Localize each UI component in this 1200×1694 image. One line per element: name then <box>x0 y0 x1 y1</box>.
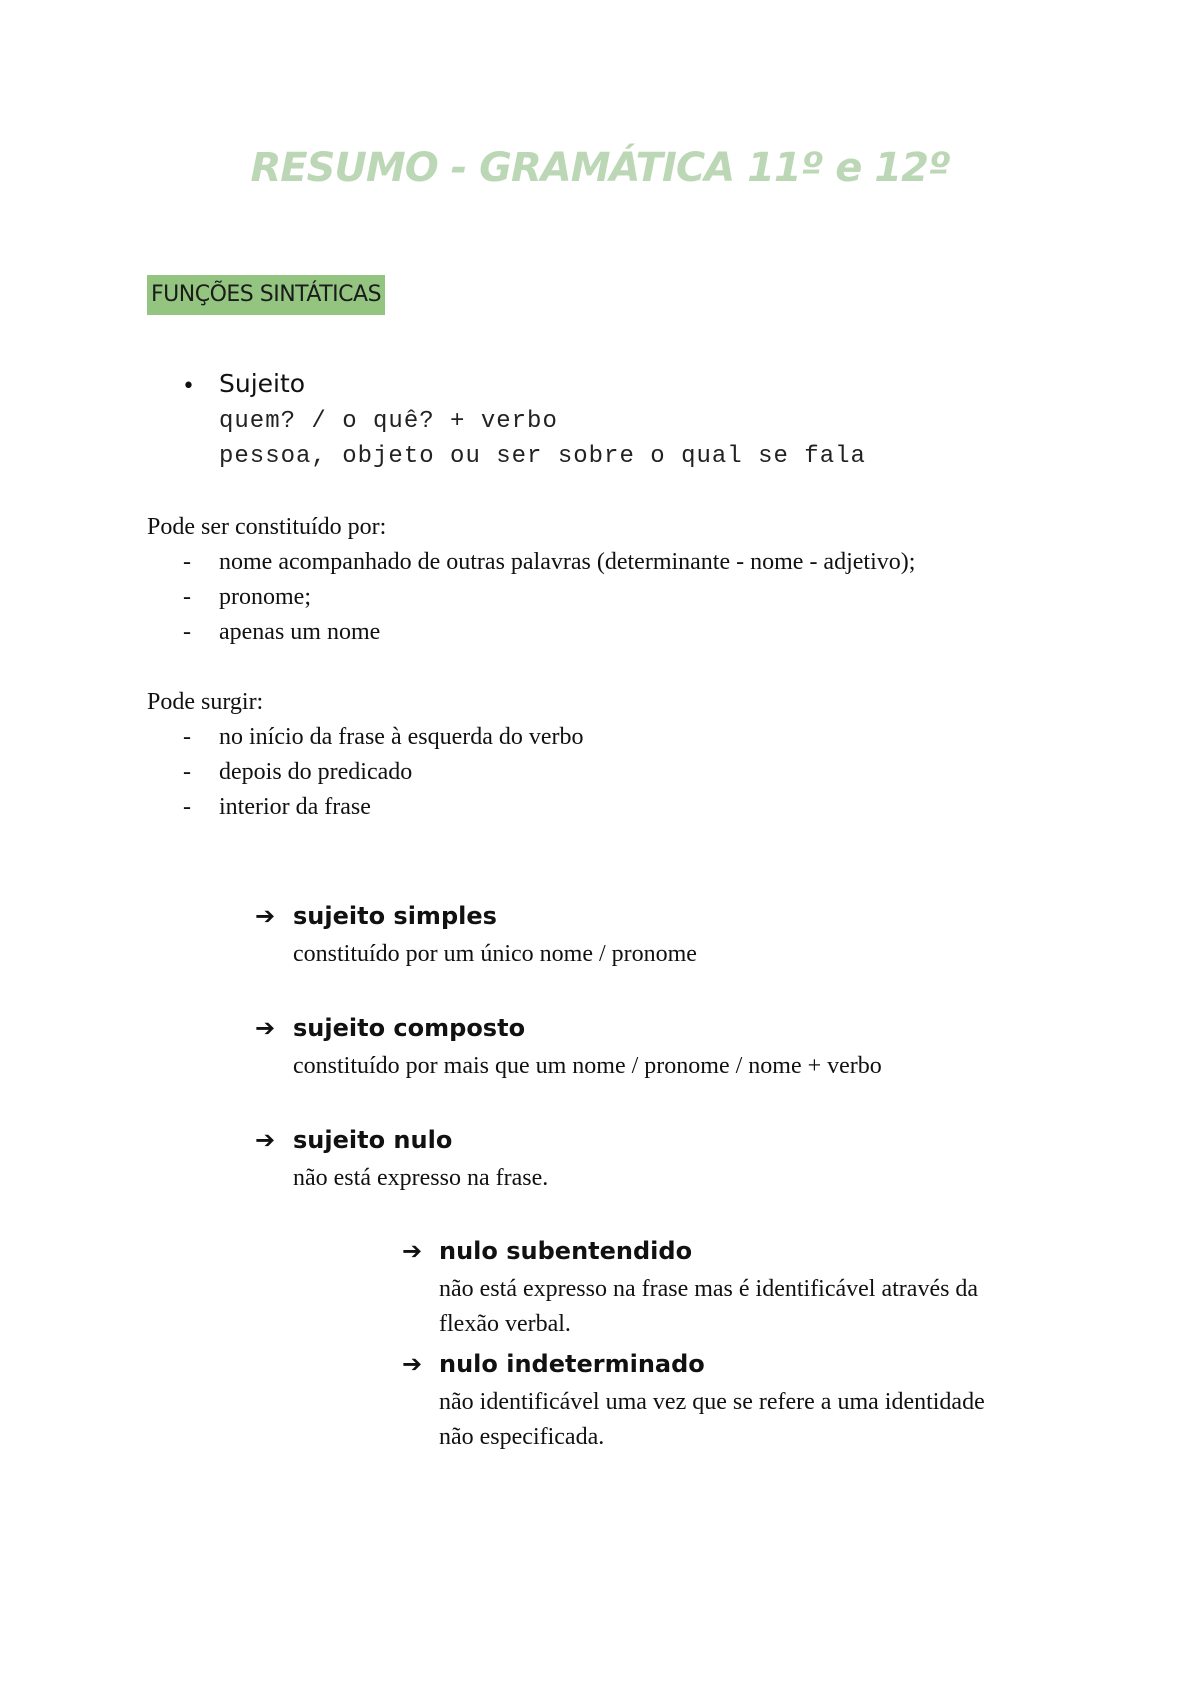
list-dash: - <box>183 584 191 610</box>
list-item: no início da frase à esquerda do verbo <box>219 724 584 750</box>
list-item: depois do predicado <box>219 759 413 785</box>
sujeito-question: quem? / o quê? + verbo <box>219 408 558 435</box>
surgir-intro: Pode surgir: <box>147 689 264 715</box>
list-item: apenas um nome <box>219 619 381 645</box>
nulo-subentendido-desc-line: flexão verbal. <box>439 1311 571 1337</box>
nulo-indeterminado-heading: nulo indeterminado <box>439 1350 705 1378</box>
sujeito-composto-desc: constituído por mais que um nome / pronome / nome + verbo <box>293 1053 882 1079</box>
arrow-icon: ➔ <box>402 1237 423 1265</box>
page-title: RESUMO - GRAMÁTICA 11º e 12º <box>250 145 950 191</box>
arrow-icon: ➔ <box>402 1350 423 1378</box>
list-dash: - <box>183 759 191 785</box>
sujeito-simples-desc: constituído por um único nome / pronome <box>293 941 697 967</box>
arrow-icon: ➔ <box>255 902 276 930</box>
list-dash: - <box>183 724 191 750</box>
bullet-marker: • <box>182 374 195 399</box>
sujeito-simples-heading: sujeito simples <box>293 902 497 930</box>
list-item: nome acompanhado de outras palavras (determinante - nome - adjetivo); <box>219 549 916 575</box>
list-item: interior da frase <box>219 794 371 820</box>
nulo-indeterminado-desc-line: não identificável uma vez que se refere a uma identidade <box>439 1389 985 1415</box>
sujeito-composto-heading: sujeito composto <box>293 1014 526 1042</box>
arrow-icon: ➔ <box>255 1126 276 1154</box>
sujeito-nulo-heading: sujeito nulo <box>293 1126 453 1154</box>
arrow-icon: ➔ <box>255 1014 276 1042</box>
list-dash: - <box>183 549 191 575</box>
constituido-intro: Pode ser constituído por: <box>147 514 387 540</box>
nulo-subentendido-desc-line: não está expresso na frase mas é identificável através da <box>439 1276 979 1302</box>
nulo-subentendido-heading: nulo subentendido <box>439 1237 693 1265</box>
sujeito-definition: pessoa, objeto ou ser sobre o qual se fala <box>219 443 866 470</box>
sujeito-heading: Sujeito <box>219 369 306 398</box>
nulo-indeterminado-desc-line: não especificada. <box>439 1424 605 1450</box>
list-item: pronome; <box>219 584 311 610</box>
sujeito-nulo-desc: não está expresso na frase. <box>293 1165 549 1191</box>
list-dash: - <box>183 794 191 820</box>
section-heading: FUNÇÕES SINTÁTICAS <box>147 275 385 315</box>
list-dash: - <box>183 619 191 645</box>
